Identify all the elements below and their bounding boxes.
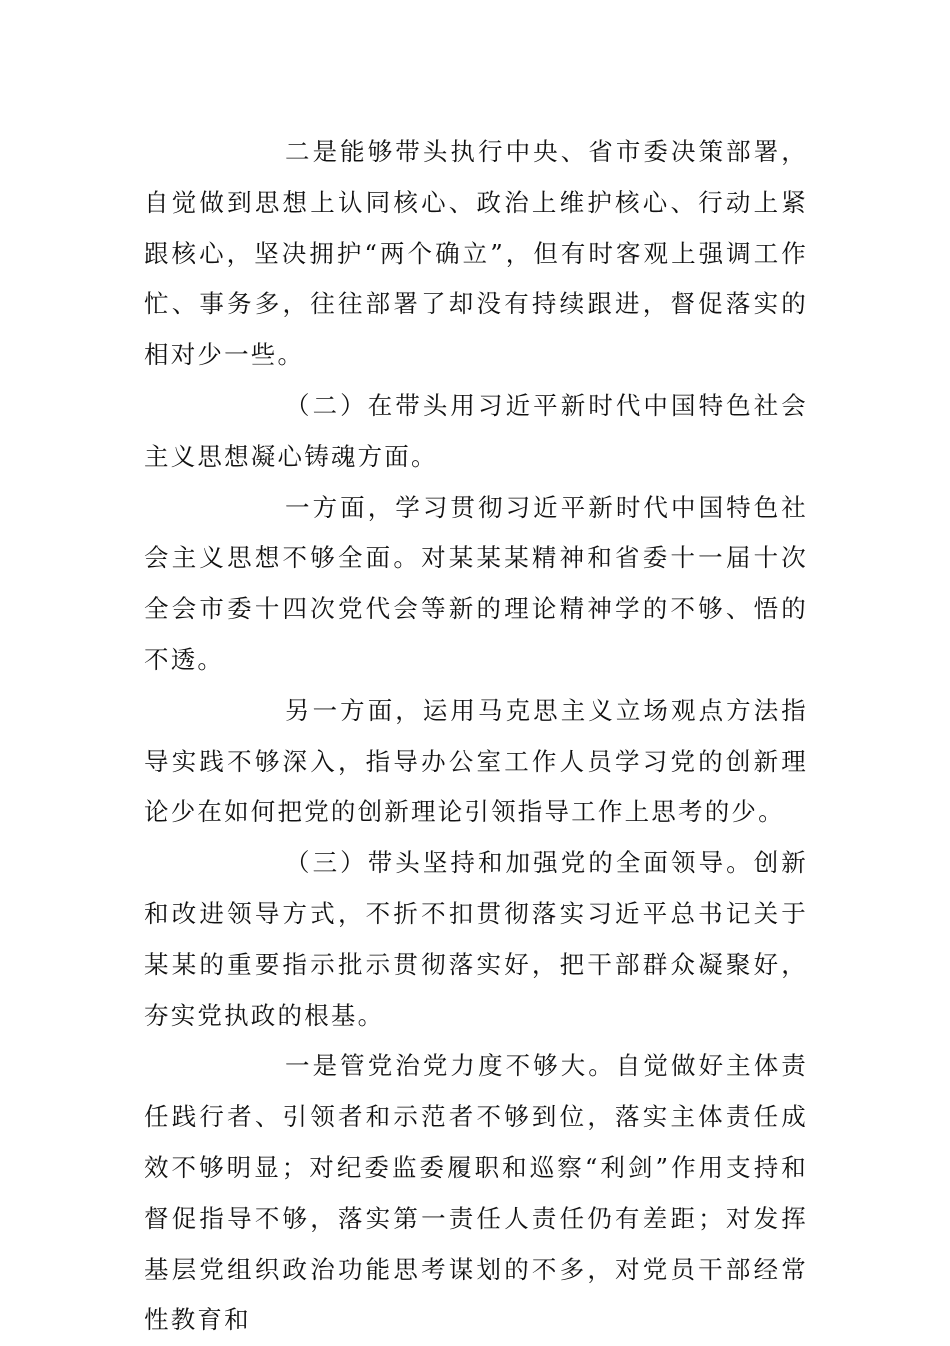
document-body: [144, 127, 808, 1346]
paragraph-practice: 另一方面，运用马克思主义立场观点方法指导实践不够深入，指导办公室工作人员学习党的创新理论少在如何把党的创新理论引领指导工作上思考的少。: [144, 695, 808, 827]
paragraph-execution: 二是能够带头执行中央、省市委决策部署，自觉做到思想上认同核心、政治上维护核心、行动上紧跟核心，坚决拥护“两个确立”，但有时客观上强调工作忙、事务多，往往部署了却没有持续跟进，督促落实的相对少一些。: [144, 137, 808, 370]
section-heading-2: （二）在带头用习近平新时代中国特色社会主义思想凝心铸魂方面。: [144, 390, 808, 471]
paragraph-party-governance: 一是管党治党力度不够大。自觉做好主体责任践行者、引领者和示范者不够到位，落实主体责任成效不够明显；对纪委监委履职和巡察“利剑”作用支持和督促指导不够，落实第一责任人责任仍有差距；对发挥基层党组织政治功能思考谋划的不多，对党员干部经常性教育和: [144, 1051, 808, 1335]
section-heading-3: （三）带头坚持和加强党的全面领导。创新和改进领导方式，不折不扣贯彻落实习近平总书记关于某某的重要指示批示贯彻落实好，把干部群众凝聚好，夯实党执政的根基。: [144, 848, 808, 1030]
paragraph-study: 一方面，学习贯彻习近平新时代中国特色社会主义思想不够全面。对某某某精神和省委十一届十次全会市委十四次党代会等新的理论精神学的不够、悟的不透。: [144, 492, 808, 674]
